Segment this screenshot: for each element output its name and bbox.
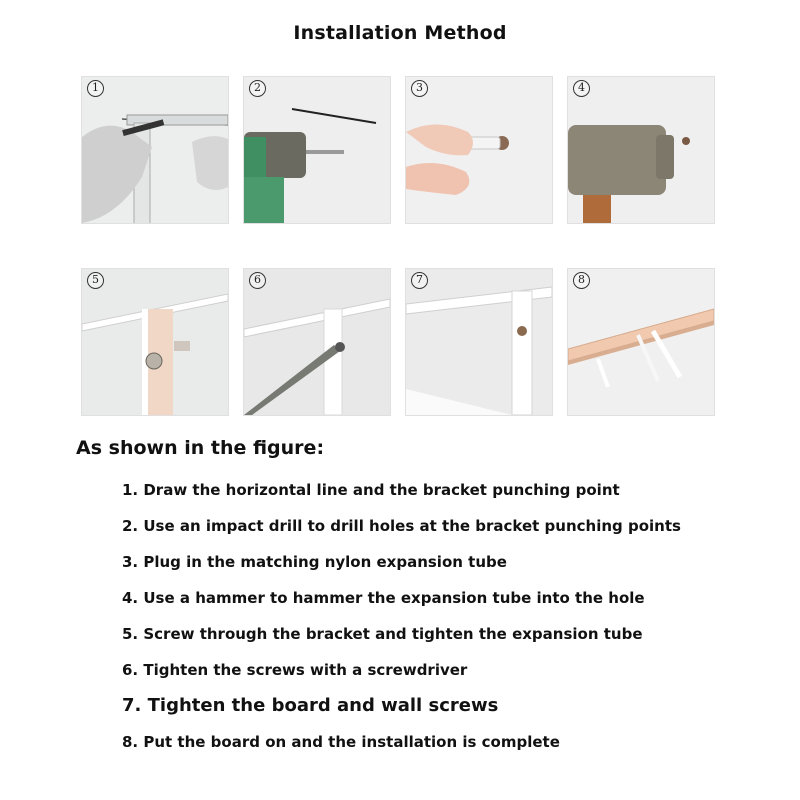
step-6-number: 6	[249, 272, 266, 289]
step-7-photo	[405, 268, 553, 416]
page-title: Installation Method	[293, 22, 507, 44]
step-8-photo	[567, 268, 715, 416]
step-5-photo	[81, 268, 229, 416]
step-2-photo	[243, 76, 391, 224]
step-2-number: 2	[249, 80, 266, 97]
step-5-number: 5	[87, 272, 104, 289]
instruction-step-5: 5. Screw through the bracket and tighten the expansion tube	[122, 625, 643, 643]
instruction-step-3: 3. Plug in the matching nylon expansion tube	[122, 553, 507, 571]
instruction-step-1: 1. Draw the horizontal line and the bracket punching point	[122, 481, 620, 499]
instruction-step-6: 6. Tighten the screws with a screwdriver	[122, 661, 468, 679]
instruction-step-2: 2. Use an impact drill to drill holes at the bracket punching points	[122, 517, 681, 535]
step-1-number: 1	[87, 80, 104, 97]
instruction-step-7: 7. Tighten the board and wall screws	[122, 695, 499, 716]
instructions-heading: As shown in the figure:	[76, 437, 325, 459]
step-1-photo	[81, 76, 229, 224]
step-4-number: 4	[573, 80, 590, 97]
step-6-photo	[243, 268, 391, 416]
instruction-step-4: 4. Use a hammer to hammer the expansion tube into the hole	[122, 589, 645, 607]
step-3-number: 3	[411, 80, 428, 97]
step-4-photo	[567, 76, 715, 224]
instruction-list	[122, 478, 681, 766]
step-7-number: 7	[411, 272, 428, 289]
step-3-photo	[405, 76, 553, 224]
instruction-step-8: 8. Put the board on and the installation is complete	[122, 733, 560, 751]
step-8-number: 8	[573, 272, 590, 289]
